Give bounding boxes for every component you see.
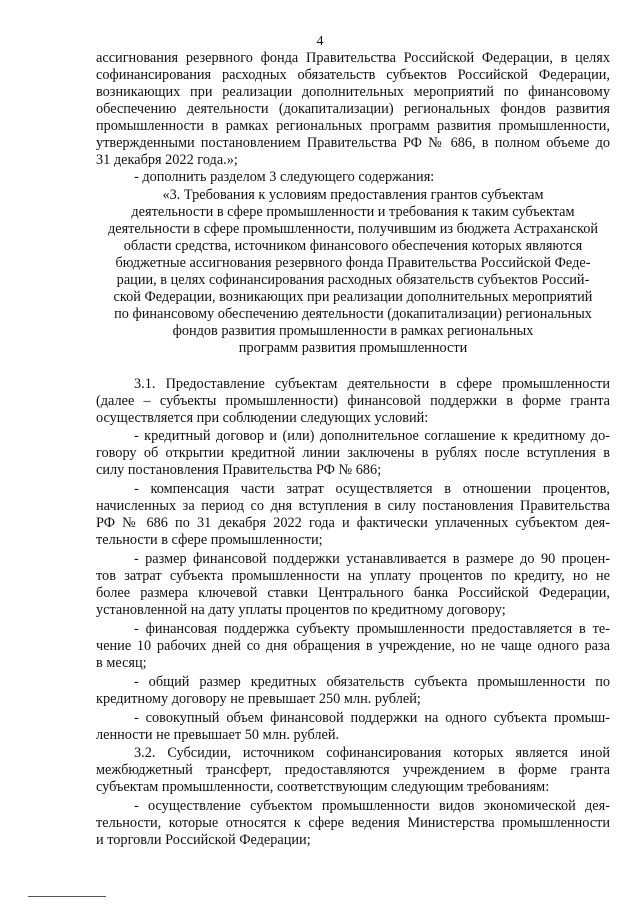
text-line: тов затрат субъекта промышленности на уплату процентов по кредиту, но не [96, 568, 610, 584]
text-line: (далее – субъекты промышленности) финансовой поддержки в форме гранта [96, 393, 610, 409]
text-line: осуществляется при соблюдении следующих условий: [96, 410, 429, 426]
section-heading-line: области средства, источником финансового обеспечения которых являются [123, 238, 583, 254]
text-line: кредитному договору не превышает 250 млн. рублей; [96, 691, 421, 707]
text-line: РФ № 686 по 31 декабря 2022 года и фактически уплаченных субъектом дея- [96, 515, 610, 531]
text-line: и торговли Российской Федерации; [96, 832, 311, 848]
text-line: - дополнить разделом 3 следующего содержания: [134, 169, 435, 185]
text-line: 3.1. Предоставление субъектам деятельности в сфере промышленности [134, 376, 610, 392]
section-heading-line: по финансовому обеспечению деятельности (докапитализации) региональных [114, 306, 592, 322]
section-heading-line: деятельности в сфере промышленности, получившим из бюджета Астраханской [107, 221, 599, 237]
text-line: - размер финансовой поддержки устанавливается в размере до 90 процен- [134, 551, 610, 567]
text-line: тельности в сфере промышленности; [96, 532, 323, 548]
section-heading-line: ской Федерации, возникающих при реализации дополнительных мероприятий [113, 289, 593, 305]
text-line: субъектам промышленности, соответствующим следующим требованиям: [96, 779, 550, 795]
text-line: в месяц; [96, 655, 147, 671]
text-line: - финансовая поддержка субъекту промышленности предоставляется в те- [134, 621, 610, 637]
text-line: тельности, которые относятся к сфере ведения Министерства промышленности [96, 815, 610, 831]
text-line: 3.2. Субсидии, источником софинансирования которых является иной [134, 745, 610, 761]
text-line: - осуществление субъектом промышленности видов экономической дея- [134, 798, 610, 814]
text-line: - кредитный договор и (или) дополнительное соглашение к кредитному до- [134, 428, 610, 444]
text-line: межбюджетный трансферт, предоставляются учреждением в форме гранта [96, 762, 610, 778]
section-heading-line: программ развития промышленности [238, 340, 468, 356]
text-line: чение 10 рабочих дней со дня обращения в учреждение, но не чаще одного раза [96, 638, 610, 654]
text-line: промышленности в рамках региональных программ развития промышленности, [96, 118, 610, 134]
text-line: ассигнования резервного фонда Правительства Российской Федерации, в целях [96, 50, 610, 66]
footnote-separator [28, 896, 106, 897]
section-heading-line: деятельности в сфере промышленности и требования к таким субъектам [131, 204, 575, 220]
text-line: утвержденными постановлением Правительства РФ № 686, в полном объеме до [96, 135, 610, 151]
text-line: установленной на дату уплаты процентов по кредитному договору; [96, 602, 506, 618]
section-heading-line: рации, в целях софинансирования расходных обязательств субъектов Россий- [116, 272, 590, 288]
section-heading-line: фондов развития промышленности в рамках региональных [172, 323, 534, 339]
text-line: начисленных за период со дня вступления в силу постановления Правительства [96, 498, 610, 514]
text-line: более размера ключевой ставки Центрального банка Российской Федерации, [96, 585, 610, 601]
section-heading-line: «3. Требования к условиям предоставления грантов субъектам [162, 187, 544, 203]
text-line: силу постановления Правительства РФ № 686; [96, 462, 382, 478]
text-line: говору об открытии кредитной линии заключены в рублях после вступления в [96, 445, 610, 461]
text-line: - совокупный объем финансовой поддержки на одного субъекта промыш- [134, 710, 610, 726]
text-line: - общий размер кредитных обязательств субъекта промышленности по [134, 674, 610, 690]
text-line: возникающих при реализации дополнительных мероприятий по финансовому [96, 84, 610, 100]
text-line: софинансирования расходных обязательств субъектов Российской Федерации, [96, 67, 610, 83]
text-line: обеспечению деятельности (докапитализации) региональных фондов развития [96, 101, 610, 117]
section-heading-line: бюджетные ассигнования резервного фонда Правительства Российской Феде- [115, 255, 591, 271]
text-line: - компенсация части затрат осуществляется в отношении процентов, [134, 481, 610, 497]
text-line: ленности не превышает 50 млн. рублей. [96, 727, 340, 743]
page-number: 4 [316, 34, 324, 49]
text-line: 31 декабря 2022 года.»; [96, 152, 238, 168]
